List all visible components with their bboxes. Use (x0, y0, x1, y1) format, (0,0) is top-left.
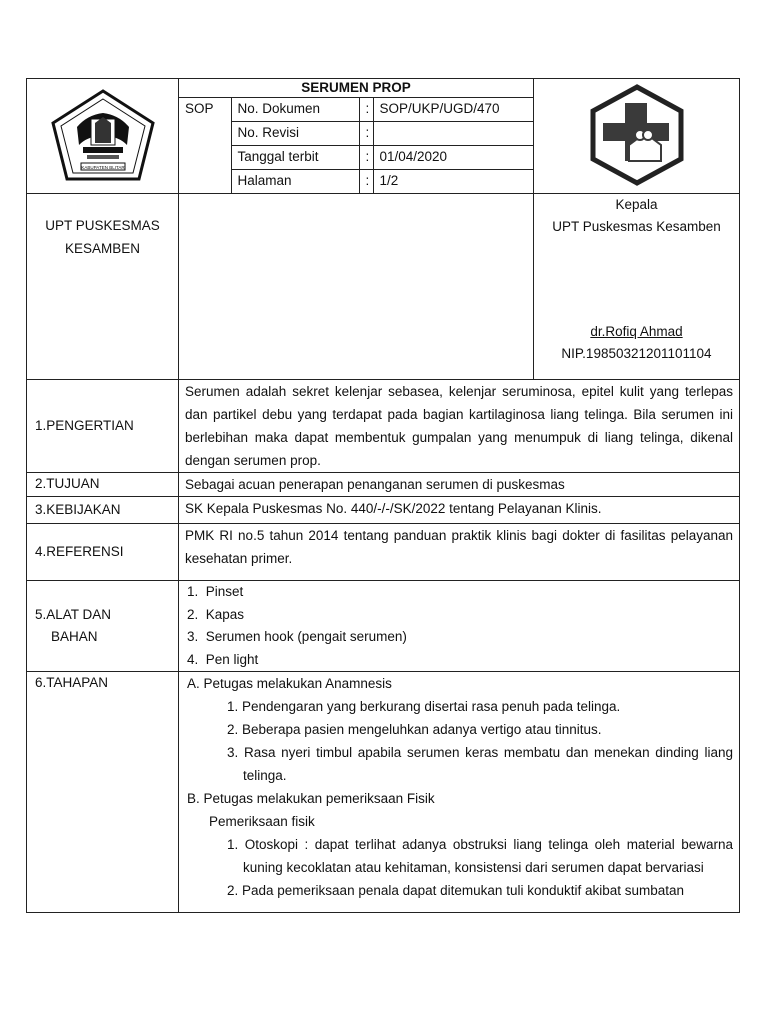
regency-emblem-icon (47, 87, 159, 183)
label-tujuan: 2.TUJUAN (27, 473, 179, 497)
field-label-tanggal-terbit: Tanggal terbit (231, 146, 359, 170)
field-value-halaman: 1/2 (379, 173, 399, 188)
step-a-item: 2. Beberapa pasien mengeluhkan adanya vertigo atau tinnitus. (227, 722, 602, 737)
field-label-no-dokumen: No. Dokumen (231, 98, 359, 122)
step-b-subtitle: Pemeriksaan fisik (209, 814, 315, 829)
field-sep: : (359, 170, 373, 194)
text-pengertian: Serumen adalah sekret kelenjar sebasea, kelenjar seruminosa, epitel kulit yang terlepas dan partikel debu yang terdapat pada bagian kartilaginosa liang telinga. Bila serumen ini berlebihan maka dapat membentuk gumpalan yang menumpuk di liang telinga, dikenal dengan serumen prop. (179, 380, 740, 473)
list-item: 2. Kapas (187, 606, 245, 622)
field-sep: : (359, 146, 373, 170)
label-alat-line2: BAHAN (51, 629, 98, 644)
field-value-no-dokumen: SOP/UKP/UGD/470 (373, 98, 533, 122)
field-sep: : (359, 122, 373, 146)
list-item: 1. Pinset (187, 584, 244, 599)
step-a-title: A. Petugas melakukan Anamnesis (187, 676, 392, 691)
sign-name: dr.Rofiq Ahmad (590, 324, 683, 339)
step-a-item: 3. Rasa nyeri timbul apabila serumen keras membatu dan menekan dinding liang telinga. (227, 745, 733, 783)
sign-title2: UPT Puskesmas Kesamben (552, 219, 721, 234)
field-value-tanggal-terbit: 01/04/2020 (373, 146, 533, 170)
blank-cell (179, 194, 534, 380)
tahapan-content (179, 672, 740, 913)
label-kebijakan: 3.KEBIJAKAN (27, 497, 179, 524)
step-a-item: 1. Pendengaran yang berkurang disertai rasa penuh pada telinga. (227, 699, 621, 714)
org-name-line2: KESAMBEN (64, 241, 141, 256)
puskesmas-logo-icon (585, 83, 689, 187)
regency-logo-cell (27, 79, 179, 194)
sop-table (26, 78, 740, 913)
sign-title1: Kepala (615, 197, 658, 212)
step-b-item: 2. Pada pemeriksaan penala dapat ditemukan tuli konduktif akibat sumbatan (227, 883, 685, 898)
label-pengertian: 1.PENGERTIAN (27, 380, 179, 473)
step-b-item: 1. Otoskopi : dapat terlihat adanya obstruksi liang telinga oleh material bewarna kuning kecoklatan atau kehitaman, konsistensi dari serumen dapat bervariasi (227, 837, 733, 875)
text-tujuan: Sebagai acuan penerapan penanganan serumen di puskesmas (179, 473, 740, 497)
field-label-halaman: Halaman (231, 170, 359, 194)
alat-list (179, 581, 740, 672)
field-label-no-revisi: No. Revisi (231, 122, 359, 146)
field-value-no-revisi (373, 122, 533, 146)
text-referensi: PMK RI no.5 tahun 2014 tentang panduan praktik klinis bagi dokter di fasilitas pelayanan kesehatan primer. (179, 524, 740, 581)
org-name-cell (27, 194, 179, 380)
label-tahapan: 6.TAHAPAN (27, 672, 179, 913)
text-kebijakan: SK Kepala Puskesmas No. 440/-/-/SK/2022 tentang Pelayanan Klinis. (179, 497, 740, 524)
org-name-line1: UPT PUSKESMAS (45, 218, 160, 233)
document-info-cell (179, 79, 534, 194)
list-item: 4. Pen light (187, 651, 259, 667)
sop-document (26, 78, 739, 913)
label-referensi: 4.REFERENSI (27, 524, 179, 581)
list-item: 3. Serumen hook (pengait serumen) (187, 629, 407, 644)
signature-cell (534, 194, 740, 380)
emblem-text: KABUPATEN BLITAR (80, 164, 125, 170)
puskesmas-logo-cell (534, 79, 740, 194)
sop-label: SOP (179, 98, 231, 193)
step-b-title: B. Petugas melakukan pemeriksaan Fisik (187, 791, 435, 806)
label-alat-line1: 5.ALAT DAN (35, 607, 112, 622)
document-fields (179, 98, 533, 193)
document-title: SERUMEN PROP (179, 79, 533, 98)
sign-nip: NIP.19850321201101104 (561, 346, 712, 361)
label-alat-bahan (27, 581, 179, 672)
field-sep: : (359, 98, 373, 122)
